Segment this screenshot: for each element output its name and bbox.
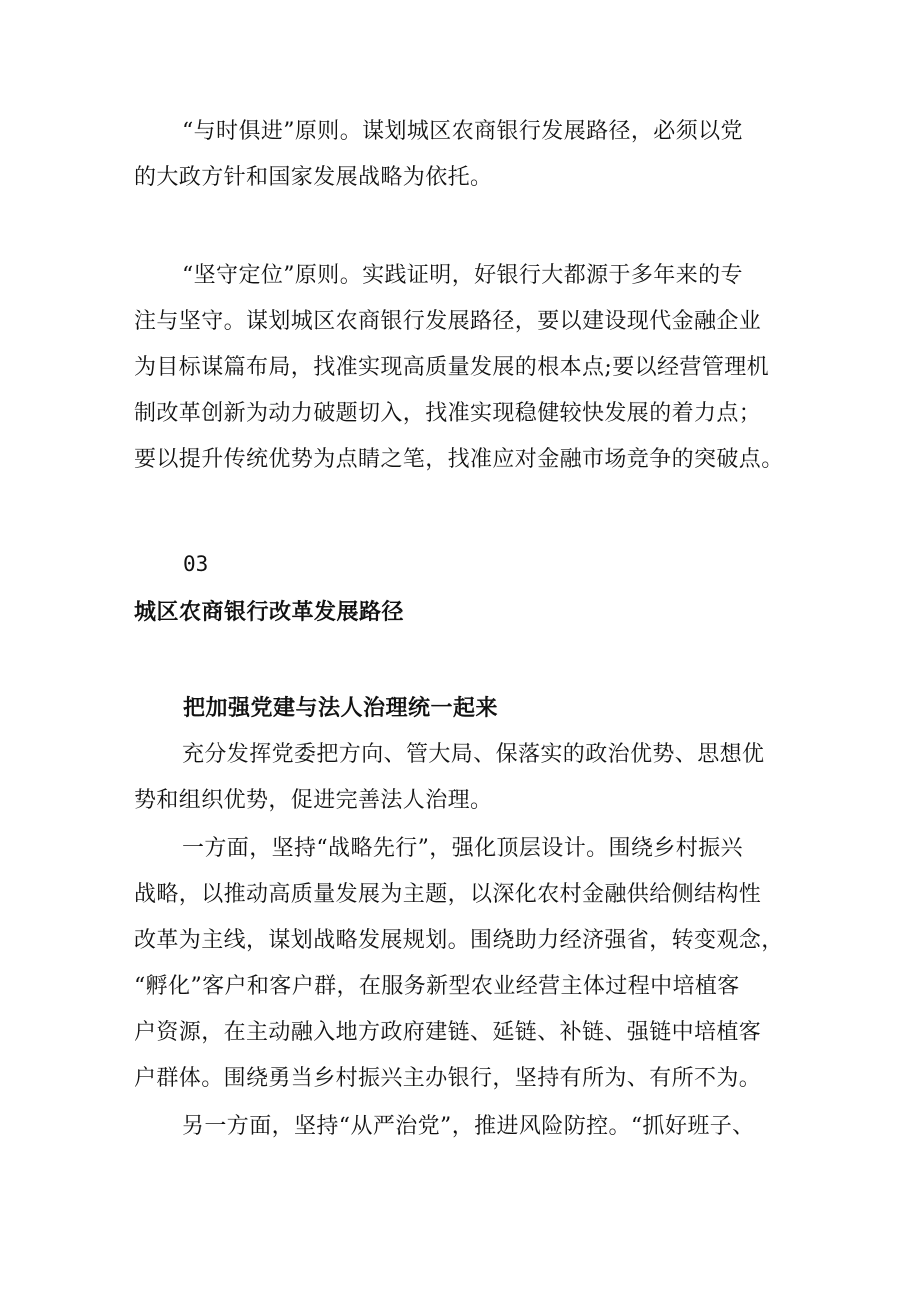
text-line: 改革为主线，谋划战略发展规划。围绕助力经济强省，转变观念，	[134, 928, 784, 953]
paragraph-strategy-first	[134, 826, 794, 1102]
text-line: 户资源，在主动融入地方政府建链、延链、补链、强链中培植客	[134, 1020, 762, 1045]
text-line: 要以提升传统优势为点睛之笔，找准应对金融市场竞争的突破点。	[134, 447, 784, 472]
text-line: 的大政方针和国家发展战略为依托。	[134, 165, 493, 190]
text-line: “与时俱进”原则。谋划城区农商银行发展路径，必须以党	[182, 119, 743, 144]
paragraph-party-advantages	[134, 732, 794, 824]
text-line: 制改革创新为动力破题切入，找准实现稳健较快发展的着力点；	[134, 401, 762, 426]
text-line: “孵化”客户和客户群，在服务新型农业经营主体过程中培植客	[134, 974, 740, 999]
section-number: 03	[183, 552, 209, 576]
text-line: 势和组织优势，促进完善法人治理。	[134, 788, 493, 813]
text-line: 一方面，坚持“战略先行”，强化顶层设计。围绕乡村振兴	[182, 836, 743, 861]
text-line: 充分发挥党委把方向、管大局、保落实的政治优势、思想优	[182, 742, 765, 767]
text-line: 另一方面，坚持“从严治党”，推进风险防控。“抓好班子、	[182, 1114, 755, 1139]
text-line: 户群体。围绕勇当乡村振兴主办银行，坚持有所为、有所不为。	[134, 1066, 762, 1091]
text-line: 战略，以推动高质量发展为主题，以深化农村金融供给侧结构性	[134, 882, 762, 907]
section-title: 城区农商银行改革发展路径	[134, 600, 405, 625]
text-line: “坚守定位”原则。实践证明，好银行大都源于多年来的专	[182, 263, 743, 288]
paragraph-strict-governance	[134, 1104, 794, 1150]
text-line: 注与坚守。谋划城区农商银行发展路径，要以建设现代金融企业	[134, 309, 762, 334]
subheading: 把加强党建与法人治理统一起来	[183, 696, 499, 721]
paragraph-principle-keep-pace	[134, 109, 794, 201]
paragraph-principle-positioning	[134, 253, 794, 483]
text-line: 为目标谋篇布局，找准实现高质量发展的根本点;要以经营管理机	[134, 355, 770, 380]
